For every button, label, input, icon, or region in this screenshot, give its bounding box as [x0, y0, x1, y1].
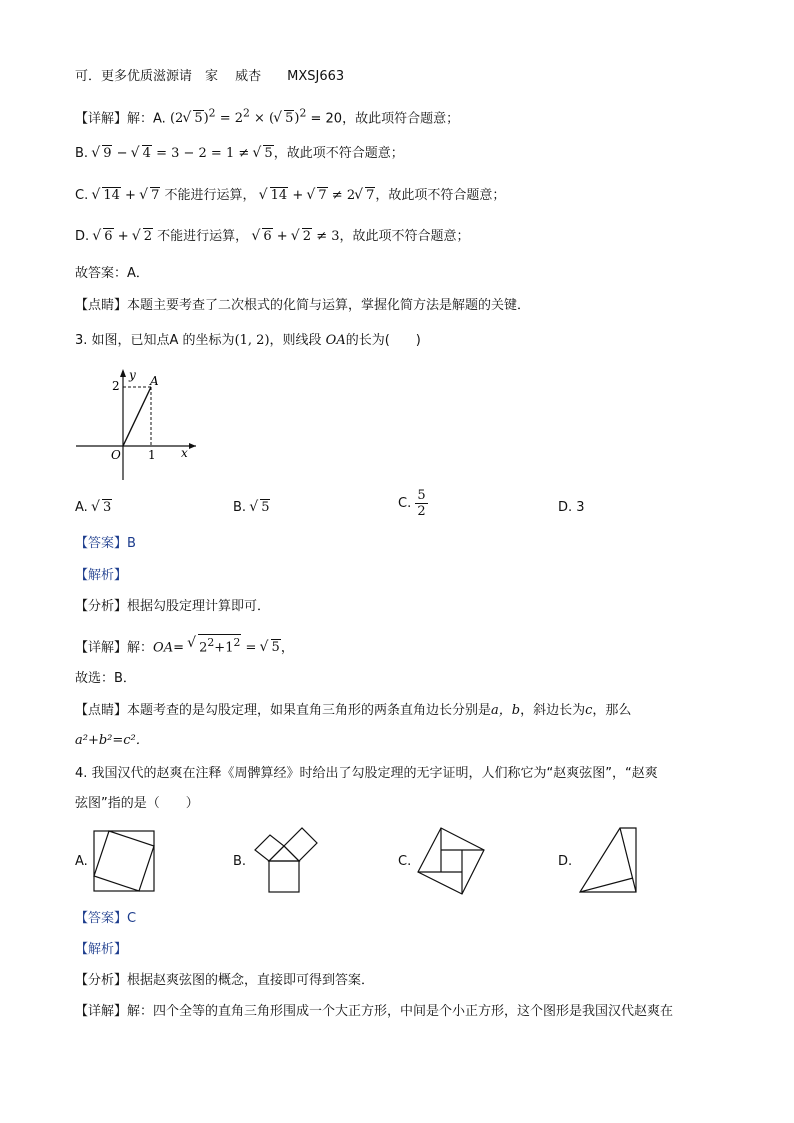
q2-b-line: B. √ 9 − √ 4 = 3 − 2 = 1 ≠ √ 5，故此项不符合题意；	[75, 144, 404, 164]
q3-comment: 【点睛】本题考查的是勾股定理，如果直角三角形的两条直角边长分别是a，b，斜边长为c，那么	[75, 703, 632, 718]
q4-option-a-label[interactable]: A.	[75, 854, 88, 869]
q4-analysis-head: 【解析】	[75, 942, 128, 957]
q3-stem: 3. 如图，已知点A 的坐标为(1, 2)，则线段 OA的长为( )	[75, 333, 421, 348]
q3-option-a[interactable]: A. √ 3	[75, 498, 112, 518]
figure-option-c[interactable]	[416, 826, 486, 896]
q2-d-line: D. √ 6 + √ 2 不能进行运算， √ 6 + √ 2 ≠ 3，故此项不符合题意；	[75, 227, 470, 247]
coordinate-figure	[76, 368, 201, 483]
q4-stem-1: 4. 我国汉代的赵爽在注释《周髀算经》时给出了勾股定理的无字证明，人们称它为“赵爽弦图”，“赵爽	[75, 766, 658, 781]
q2-c-line: C. √ 14 + √ 7 不能进行运算， √ 14 + √ 7 ≠ 2√ 7，故此项不符合题意；	[75, 186, 505, 206]
y-arrow	[120, 369, 126, 377]
q3-answer: 【答案】B	[75, 536, 136, 551]
x-arrow	[189, 443, 196, 449]
q4-detail: 【详解】解：四个全等的直角三角形围成一个大正方形，中间是个小正方形，这个图形是我国汉代赵爽在	[75, 1004, 674, 1019]
q4-option-d-label[interactable]: D.	[558, 854, 573, 869]
detail-label: 【详解】	[75, 111, 128, 127]
label-one: 1	[148, 448, 156, 462]
q3-option-c[interactable]: C. $\frac{5}{2}$	[398, 488, 426, 519]
q2-detail-a: 【详解】解：A. (2√ $5)^2 = 2^2$ × (√ 5)$^2$ = 20，故此项符合题意；	[75, 104, 459, 129]
label-y: y	[129, 368, 136, 382]
fraction: $\frac{5}{2}$	[417, 488, 426, 519]
label-two: 2	[112, 379, 120, 393]
segment-oa	[123, 387, 151, 446]
q3-comment-formula: a²+b²=c²．	[75, 733, 149, 748]
figure-option-d[interactable]	[578, 826, 640, 894]
figure-option-b[interactable]	[252, 826, 322, 894]
q3-option-b[interactable]: B. √ 5	[233, 498, 270, 518]
q3-option-d[interactable]: D. 3	[558, 500, 585, 515]
label-x: x	[181, 446, 188, 460]
q2-answer: 故答案：A．	[75, 266, 149, 281]
label-a: A	[150, 374, 159, 388]
figure-option-a[interactable]	[93, 830, 155, 892]
label-o: O	[111, 448, 121, 462]
q4-option-b-label[interactable]: B.	[233, 854, 247, 869]
q3-analysis-head: 【解析】	[75, 568, 128, 583]
q4-option-c-label[interactable]: C.	[398, 854, 412, 869]
q3-analysis: 【分析】根据勾股定理计算即可．	[75, 599, 271, 614]
q4-analysis: 【分析】根据赵爽弦图的概念，直接即可得到答案．	[75, 973, 375, 988]
q3-choose: 故选：B．	[75, 671, 136, 686]
q4-answer: 【答案】C	[75, 911, 137, 926]
math-expr: (2√ $5)^2 = 2^2$ × (√ 5)$^2$	[170, 111, 306, 126]
q2-comment: 【点睛】本题主要考查了二次根式的化简与运算，掌握化简方法是解题的关键．	[75, 298, 531, 313]
q4-stem-2: 弦图”指的是（ ）	[75, 796, 199, 811]
q3-detail: 【详解】解：OA= √ $2^2+1^2$ = √ 5，	[75, 634, 294, 658]
top-line: 可．更多优质滋源请 家 威杏 MXSJ663	[75, 69, 345, 84]
